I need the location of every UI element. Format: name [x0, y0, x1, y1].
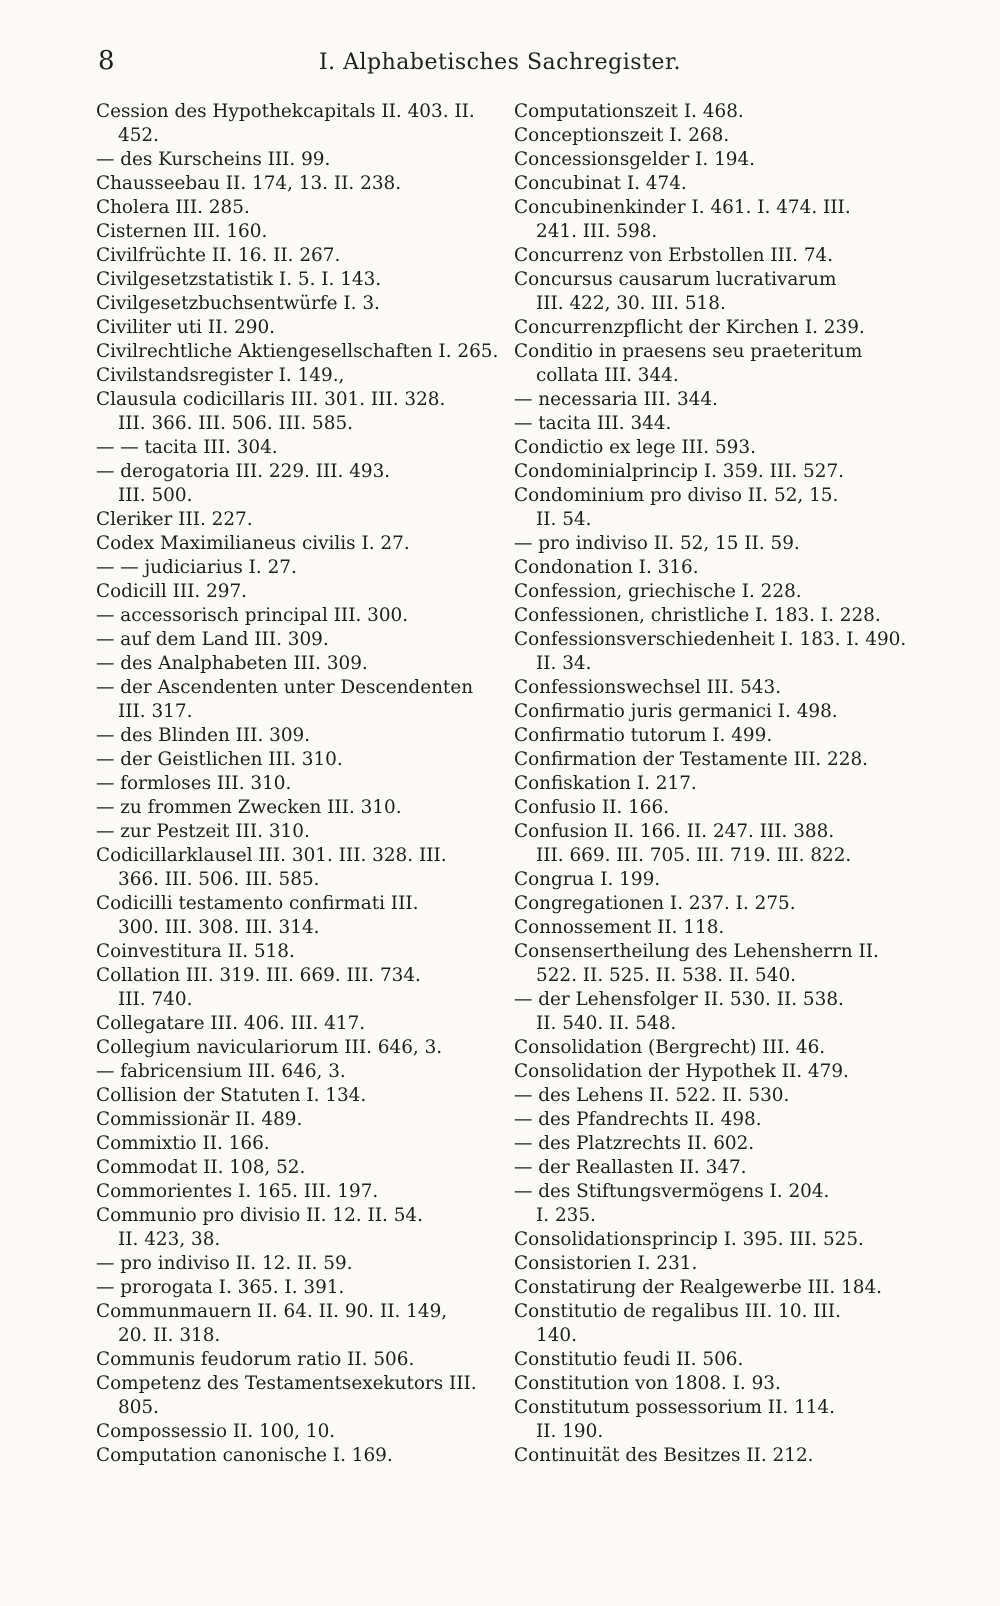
index-entry: Conceptionszeit I. 268. — [514, 125, 730, 146]
index-entry: — auf dem Land III. 309. — [96, 629, 329, 650]
index-entry: Cleriker III. 227. — [96, 509, 253, 530]
index-entry: — des Blinden III. 309. — [96, 725, 311, 746]
index-entry: Civilrechtliche Aktiengesellschaften I. 265. — [96, 341, 499, 362]
index-entry: — tacita III. 344. — [514, 413, 672, 434]
index-entry: Cession des Hypothekcapitals II. 403. II. — [96, 101, 475, 122]
index-entry: Confessionen, christliche I. 183. I. 228. — [514, 605, 881, 626]
index-entry: II. 54. — [536, 509, 592, 530]
index-entry: Confusio II. 166. — [514, 797, 670, 818]
index-entry: II. 190. — [536, 1421, 604, 1442]
index-entry: Cisternen III. 160. — [96, 221, 268, 242]
page-header — [0, 46, 1000, 86]
index-entry: Confession, griechische I. 228. — [514, 581, 802, 602]
index-entry: III. 422, 30. III. 518. — [536, 293, 726, 314]
index-entry: Constatirung der Realgewerbe III. 184. — [514, 1277, 883, 1298]
index-entry: — des Platzrechts II. 602. — [514, 1133, 755, 1154]
index-entry: Consensertheilung des Lehensherrn II. — [514, 941, 879, 962]
index-entry: III. 317. — [118, 701, 193, 722]
index-entry: Cholera III. 285. — [96, 197, 250, 218]
index-entry: Consolidation (Bergrecht) III. 46. — [514, 1037, 826, 1058]
index-entry: 522. II. 525. II. 538. II. 540. — [536, 965, 796, 986]
index-entry: — necessaria III. 344. — [514, 389, 718, 410]
index-entry: — des Kurscheins III. 99. — [96, 149, 331, 170]
index-entry: Civilstandsregister I. 149., — [96, 365, 345, 386]
index-entry: — zur Pestzeit III. 310. — [96, 821, 310, 842]
index-entry: Civilgesetzbuchsentwürfe I. 3. — [96, 293, 380, 314]
index-entry: Civilgesetzstatistik I. 5. I. 143. — [96, 269, 382, 290]
index-entry: Civiliter uti II. 290. — [96, 317, 276, 338]
index-entry: — des Stiftungsvermögens I. 204. — [514, 1181, 830, 1202]
index-entry: Consolidationsprincip I. 395. III. 525. — [514, 1229, 864, 1250]
index-entry: Codicill III. 297. — [96, 581, 248, 602]
index-entry: Constitution von 1808. I. 93. — [514, 1373, 781, 1394]
index-entry: Collation III. 319. III. 669. III. 734. — [96, 965, 421, 986]
index-entry: Conditio in praesens seu praeteritum — [514, 341, 863, 362]
index-entry: Continuität des Besitzes II. 212. — [514, 1445, 814, 1466]
index-entry: Communis feudorum ratio II. 506. — [96, 1349, 415, 1370]
index-column-left — [96, 100, 506, 1468]
index-entry: — prorogata I. 365. I. 391. — [96, 1277, 345, 1298]
index-entry: III. 669. III. 705. III. 719. III. 822. — [536, 845, 852, 866]
index-entry: — der Geistlichen III. 310. — [96, 749, 343, 770]
index-entry: — der Lehensfolger II. 530. II. 538. — [514, 989, 844, 1010]
index-entry: Codicillarklausel III. 301. III. 328. III. — [96, 845, 447, 866]
index-entry: Consistorien I. 231. — [514, 1253, 698, 1274]
index-entry: 366. III. 506. III. 585. — [118, 869, 320, 890]
index-entry: 140. — [536, 1325, 577, 1346]
index-entry: — — tacita III. 304. — [96, 437, 278, 458]
index-entry: Confiskation I. 217. — [514, 773, 697, 794]
index-entry: Condominialprincip I. 359. III. 527. — [514, 461, 844, 482]
index-entry: Compossessio II. 100, 10. — [96, 1421, 336, 1442]
index-entry: 452. — [118, 125, 159, 146]
index-entry: Congrua I. 199. — [514, 869, 661, 890]
index-entry: — der Ascendenten unter Descendenten — [96, 677, 474, 698]
index-entry: Codex Maximilianeus civilis I. 27. — [96, 533, 410, 554]
index-entry: Confirmation der Testamente III. 228. — [514, 749, 869, 770]
index-entry: Condonation I. 316. — [514, 557, 699, 578]
index-entry: Concessionsgelder I. 194. — [514, 149, 756, 170]
index-entry: Communio pro divisio II. 12. II. 54. — [96, 1205, 423, 1226]
index-entry: — — judiciarius I. 27. — [96, 557, 297, 578]
index-entry: Civilfrüchte II. 16. II. 267. — [96, 245, 341, 266]
index-entry: 20. II. 318. — [118, 1325, 221, 1346]
index-entry: II. 34. — [536, 653, 592, 674]
page-number: 8 — [98, 46, 115, 76]
index-entry: II. 423, 38. — [118, 1229, 221, 1250]
index-entry: — des Lehens II. 522. II. 530. — [514, 1085, 790, 1106]
index-entry: Confirmatio tutorum I. 499. — [514, 725, 773, 746]
index-entry: — pro indiviso II. 52, 15 II. 59. — [514, 533, 800, 554]
index-entry: II. 540. II. 548. — [536, 1013, 677, 1034]
index-entry: Collegium naviculariorum III. 646, 3. — [96, 1037, 443, 1058]
index-entry: Consolidation der Hypothek II. 479. — [514, 1061, 849, 1082]
index-entry: 241. III. 598. — [536, 221, 658, 242]
index-entry: Codicilli testamento confirmati III. — [96, 893, 419, 914]
index-entry: Communmauern II. 64. II. 90. II. 149, — [96, 1301, 448, 1322]
index-entry: Clausula codicillaris III. 301. III. 328. — [96, 389, 446, 410]
index-entry: Concurrenz von Erbstollen III. 74. — [514, 245, 834, 266]
index-entry: — formloses III. 310. — [96, 773, 292, 794]
index-entry: Condictio ex lege III. 593. — [514, 437, 756, 458]
index-entry: Commixtio II. 166. — [96, 1133, 270, 1154]
index-entry: Commissionär II. 489. — [96, 1109, 303, 1130]
index-entry: Commodat II. 108, 52. — [96, 1157, 306, 1178]
index-entry: — des Pfandrechts II. 498. — [514, 1109, 762, 1130]
index-entry: Computation canonische I. 169. — [96, 1445, 393, 1466]
index-entry: Collision der Statuten I. 134. — [96, 1085, 367, 1106]
index-entry: Collegatare III. 406. III. 417. — [96, 1013, 366, 1034]
index-entry: Confusion II. 166. II. 247. III. 388. — [514, 821, 835, 842]
index-entry: Condominium pro diviso II. 52, 15. — [514, 485, 839, 506]
index-entry: Concubinat I. 474. — [514, 173, 687, 194]
index-entry: Constitutum possessorium II. 114. — [514, 1397, 835, 1418]
index-entry: Connossement II. 118. — [514, 917, 725, 938]
index-entry: — des Analphabeten III. 309. — [96, 653, 368, 674]
index-entry: — fabricensium III. 646, 3. — [96, 1061, 346, 1082]
index-entry: Chausseebau II. 174, 13. II. 238. — [96, 173, 402, 194]
index-entry: Concursus causarum lucrativarum — [514, 269, 837, 290]
index-entry: Congregationen I. 237. I. 275. — [514, 893, 796, 914]
index-entry: 300. III. 308. III. 314. — [118, 917, 320, 938]
index-entry: — pro indiviso II. 12. II. 59. — [96, 1253, 353, 1274]
index-entry: collata III. 344. — [536, 365, 679, 386]
index-entry: — accessorisch principal III. 300. — [96, 605, 409, 626]
index-entry: Constitutio feudi II. 506. — [514, 1349, 744, 1370]
index-entry: III. 500. — [118, 485, 193, 506]
index-entry: Computationszeit I. 468. — [514, 101, 744, 122]
index-column-right — [514, 100, 924, 1468]
index-entry: Confirmatio juris germanici I. 498. — [514, 701, 838, 722]
index-entry: Coinvestitura II. 518. — [96, 941, 295, 962]
index-entry: Constitutio de regalibus III. 10. III. — [514, 1301, 841, 1322]
index-entry: III. 366. III. 506. III. 585. — [118, 413, 353, 434]
index-entry: Concurrenzpflicht der Kirchen I. 239. — [514, 317, 865, 338]
index-entry: Confessionsverschiedenheit I. 183. I. 490. — [514, 629, 907, 650]
index-entry: III. 740. — [118, 989, 193, 1010]
index-entry: 805. — [118, 1397, 159, 1418]
index-entry: — zu frommen Zwecken III. 310. — [96, 797, 402, 818]
index-entry: — der Reallasten II. 347. — [514, 1157, 747, 1178]
index-entry: Confessionswechsel III. 543. — [514, 677, 782, 698]
index-entry: Competenz des Testamentsexekutors III. — [96, 1373, 477, 1394]
running-title: I. Alphabetisches Sachregister. — [318, 50, 682, 75]
index-entry: I. 235. — [536, 1205, 596, 1226]
index-entry: Commorientes I. 165. III. 197. — [96, 1181, 379, 1202]
index-entry: Concubinenkinder I. 461. I. 474. III. — [514, 197, 851, 218]
index-entry: — derogatoria III. 229. III. 493. — [96, 461, 391, 482]
